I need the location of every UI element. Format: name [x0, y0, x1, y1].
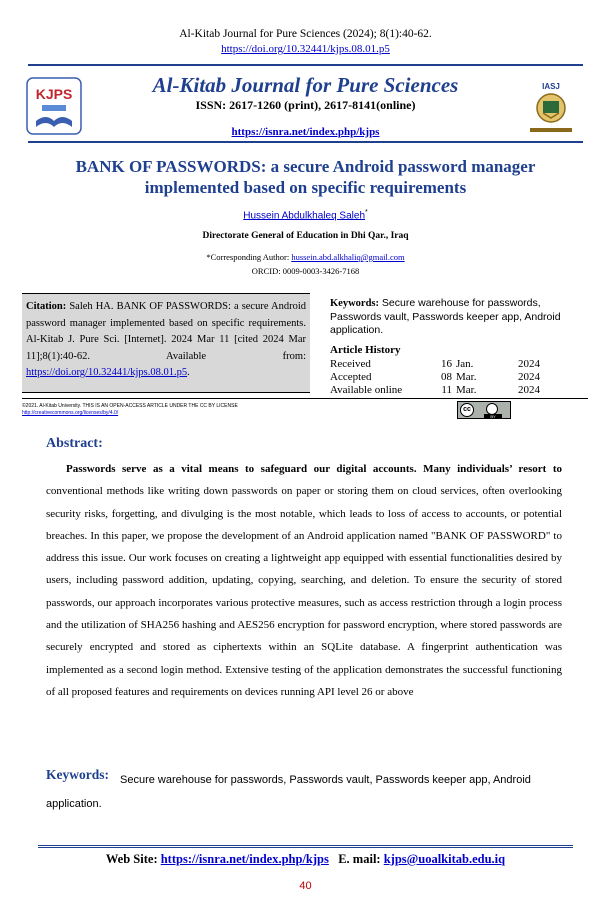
journal-url-link[interactable]: https://isnra.net/index.php/kjps — [231, 126, 380, 138]
email-label: E. mail: — [338, 852, 381, 866]
svg-text:KJPS: KJPS — [35, 86, 73, 102]
author-mark: * — [365, 209, 368, 216]
history-row-received — [330, 358, 580, 371]
svg-text:IASJ: IASJ — [542, 82, 560, 91]
running-citation: Al-Kitab Journal for Pure Sciences (2024); 8(1):40-62. — [179, 28, 432, 40]
history-month: Jan. — [456, 358, 474, 370]
affiliation: Directorate General of Education in Dhi Qar., Iraq — [202, 231, 409, 241]
paper-title: BANK OF PASSWORDS: a secure Android password manager implemented based on specific requirements — [75, 157, 536, 197]
citation-doi-link[interactable]: https://doi.org/10.32441/kjps.08.01.p5 — [26, 367, 188, 378]
page-number: 40 — [299, 880, 312, 892]
author — [0, 209, 611, 221]
doi-link[interactable]: https://doi.org/10.32441/kjps.08.01.p5 — [221, 43, 390, 55]
journal-url — [0, 126, 611, 138]
corresponding-label: *Corresponding Author: — [206, 252, 290, 262]
citation-text: Saleh HA. BANK OF PASSWORDS: a secure Android password manager implemented based on specific requirements. Al-Kitab J. Pure Sci. [Internet]. 2024 Mar 11 [cited 2024 Mar 11];8(1):40-62. Available from: — [26, 301, 306, 362]
keywords-text: Secure warehouse for passwords, Passwords vault, Passwords keeper app, Android application. — [46, 774, 531, 810]
footer-divider-second — [38, 847, 573, 848]
history-row-accepted — [330, 371, 580, 384]
abstract-body — [46, 458, 562, 703]
running-doi — [0, 43, 611, 55]
history-year: 2024 — [518, 358, 540, 370]
by-label: BY — [484, 414, 502, 419]
article-history-title: Article History — [330, 344, 401, 356]
abstract-title: Abstract: — [46, 436, 103, 451]
citation-suffix: . — [187, 367, 190, 378]
journal-title: Al-Kitab Journal for Pure Sciences — [152, 73, 459, 97]
abstract-lead: Passwords serve as a vital means to safeguard our digital accounts. Many individuals’ resort to — [66, 463, 562, 475]
issn: ISSN: 2617-1260 (print), 2617-8141(online) — [195, 98, 416, 112]
citation-box — [22, 293, 310, 393]
license-link[interactable]: http://creativecommons.org/licenses/by/4.0/ — [22, 410, 119, 416]
history-day: 16 — [441, 358, 452, 370]
history-month: Mar. — [456, 371, 477, 383]
header-divider-top — [28, 64, 583, 66]
website-link[interactable]: https://isnra.net/index.php/kjps — [160, 852, 329, 866]
history-year: 2024 — [518, 384, 540, 396]
header-divider-bottom — [28, 141, 583, 143]
keywords-box-label: Keywords: — [330, 298, 379, 309]
history-label: Available online — [330, 384, 403, 396]
license-divider — [22, 398, 588, 399]
keywords-box-text: Secure warehouse for passwords, Passwords vault, Passwords keeper app, Android application. — [330, 297, 561, 336]
history-year: 2024 — [518, 371, 540, 383]
footer — [0, 852, 611, 867]
orcid: ORCID: 0009-0003-3426-7168 — [251, 266, 360, 276]
license-text: ©2021. Al-Kitab University. THIS IS AN OPEN-ACCESS ARTICLE UNDER THE CC BY LICENSE — [22, 403, 238, 409]
email-link[interactable]: kjps@uoalkitab.edu.iq — [383, 852, 506, 866]
iasj-logo — [522, 80, 580, 138]
license-url — [22, 410, 118, 416]
keywords-box — [330, 297, 576, 338]
author-link[interactable]: Hussein Abdulkhaleq Saleh — [243, 210, 366, 222]
abstract-text: conventional methods like writing down passwords on paper or storing them on cloud services, often overlooking security risks, forgetting, and divulging is the most notable, which leads to loss of access to accounts, or potential breaches. In this paper, we propose the development of an Android application named "BANK OF PASSWORD" to address this issue. Our work focuses on creating a lightweight app equipped with essential functionalities desired by users, including password addition, updating, copying, searching, and deletion. To ensure the security of stored passwords, our approach incorporates various protective measures, such as access restriction through a login process and the utilization of SHA256 hashing and AES256 encryption for password encryption, where stored passwords are securely encrypted and stored as ciphertexts within an SQLite database. A fingerprint authentication was implemented as a second login method. Extensive testing of the application demonstrates the successful functioning of all proposed features and requirements on devices running API level 26 or above — [46, 485, 562, 698]
history-label: Accepted — [330, 371, 372, 383]
keywords-title: Keywords: — [46, 767, 109, 782]
history-row-available — [330, 384, 580, 397]
footer-divider — [38, 845, 573, 846]
cc-icon: cc — [460, 403, 474, 417]
website-label: Web Site: — [105, 852, 158, 866]
history-day: 08 — [441, 371, 452, 383]
history-day: 11 — [441, 384, 452, 396]
citation-label: Citation: — [26, 301, 67, 312]
history-month: Mar. — [456, 384, 477, 396]
history-label: Received — [330, 358, 371, 370]
corresponding-email-link[interactable]: hussein.abd.alkhaliq@gmail.com — [291, 252, 405, 262]
corresponding-author — [0, 252, 611, 262]
cc-by-badge[interactable] — [457, 401, 511, 419]
